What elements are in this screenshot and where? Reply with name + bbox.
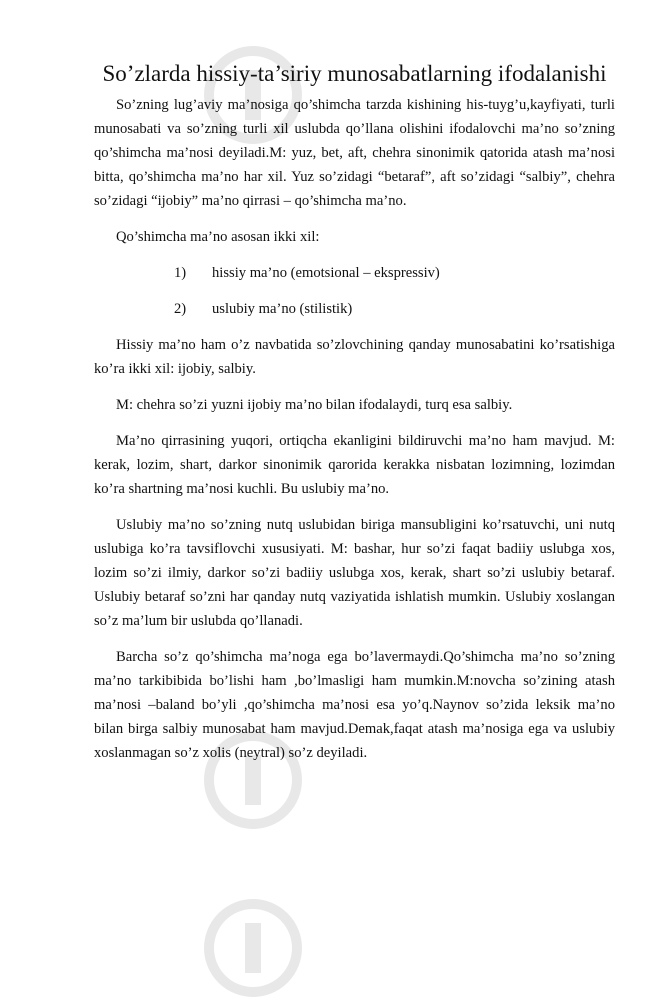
list-item-number: 1) xyxy=(174,265,187,281)
document-page xyxy=(94,60,615,777)
document-title: So’zlarda hissiy-ta’siriy munosabatlarning ifodalanishi xyxy=(102,61,607,86)
list-item xyxy=(94,297,615,321)
paragraph: Ma’no qirrasining yuqori, ortiqcha ekanligini bildiruvchi ma’no ham mavjud. M: kerak, lozim, shart, darkor sinonimik qarorida kerakka nisbatan lozimning, lozimdan ko’ra shartning ma’nosi kuchli. Bu uslubiy ma’no. xyxy=(94,433,615,497)
list-item xyxy=(94,261,615,285)
list-item-text: uslubiy ma’no (stilistik) xyxy=(212,301,353,317)
list-item-text: hissiy ma’no (emotsional – ekspressiv) xyxy=(212,265,440,281)
paragraph: Hissiy ma’no ham o’z navbatida so’zlovchining qanday munosabatini ko’rsatishiga ko’ra ikki xil: ijobiy, salbiy. xyxy=(94,337,615,377)
paragraph: So’zning lug’aviy ma’nosiga qo’shimcha tarzda kishining his-tuyg’u,kayfiyati, turli munosabati va so’zning turli xil uslubda qo’llana olishini ifodalovchi ma’no so’zning qo’shimcha ma’nosi deyiladi.M: yuz, bet, aft, chehra sinonimik qatorida atash ma’nosi bitta, qo’shimcha ma’no har xil. Yuz so’zidagi “betaraf”, aft so’zidagi “salbiy”, chehra so’zidagi “ijobiy” ma’no qirrasi – qo’shimcha ma’no. xyxy=(94,97,615,209)
watermark-logo-icon xyxy=(198,893,308,1003)
paragraph: M: chehra so’zi yuzni ijobiy ma’no bilan ifodalaydi, turq esa salbiy. xyxy=(116,397,513,413)
list-item-number: 2) xyxy=(174,301,187,317)
numbered-list xyxy=(94,261,615,321)
paragraph: Qo’shimcha ma’no asosan ikki xil: xyxy=(116,229,320,245)
paragraph: Uslubiy ma’no so’zning nutq uslubidan biriga mansubligini ko’rsatuvchi, uni nutq uslubiga ko’ra tavsiflovchi xususiyati. M: bashar, hur so’zi faqat badiiy uslubga xos, lozim so’zi ilmiy, darkor so’zi badiiy uslubga xos, kerak, shart so’zi uslubiy betaraf. Uslubiy betaraf so’zni har qanday nutq vaziyatida ishlatish mumkin. Uslubiy xoslangan so’z ma’lum bir uslubda qo’llanadi. xyxy=(94,517,615,629)
paragraph: Barcha so’z qo’shimcha ma’noga ega bo’lavermaydi.Qo’shimcha ma’no so’zning ma’no tarkibibida bo’lishi ham ,bo’lmasligi ham mumkin.M:novcha so’zining atash ma’nosi –baland bo’yli ,qo’shimcha ma’nosi esa yo’q.Naynov so’zida leksik ma’no bilan birga salbiy munosabat ham mavjud.Demak,faqat atash ma’nosiga ega va uslubiy xoslanmagan so’z xolis (neytral) so’z deyiladi. xyxy=(94,649,615,761)
